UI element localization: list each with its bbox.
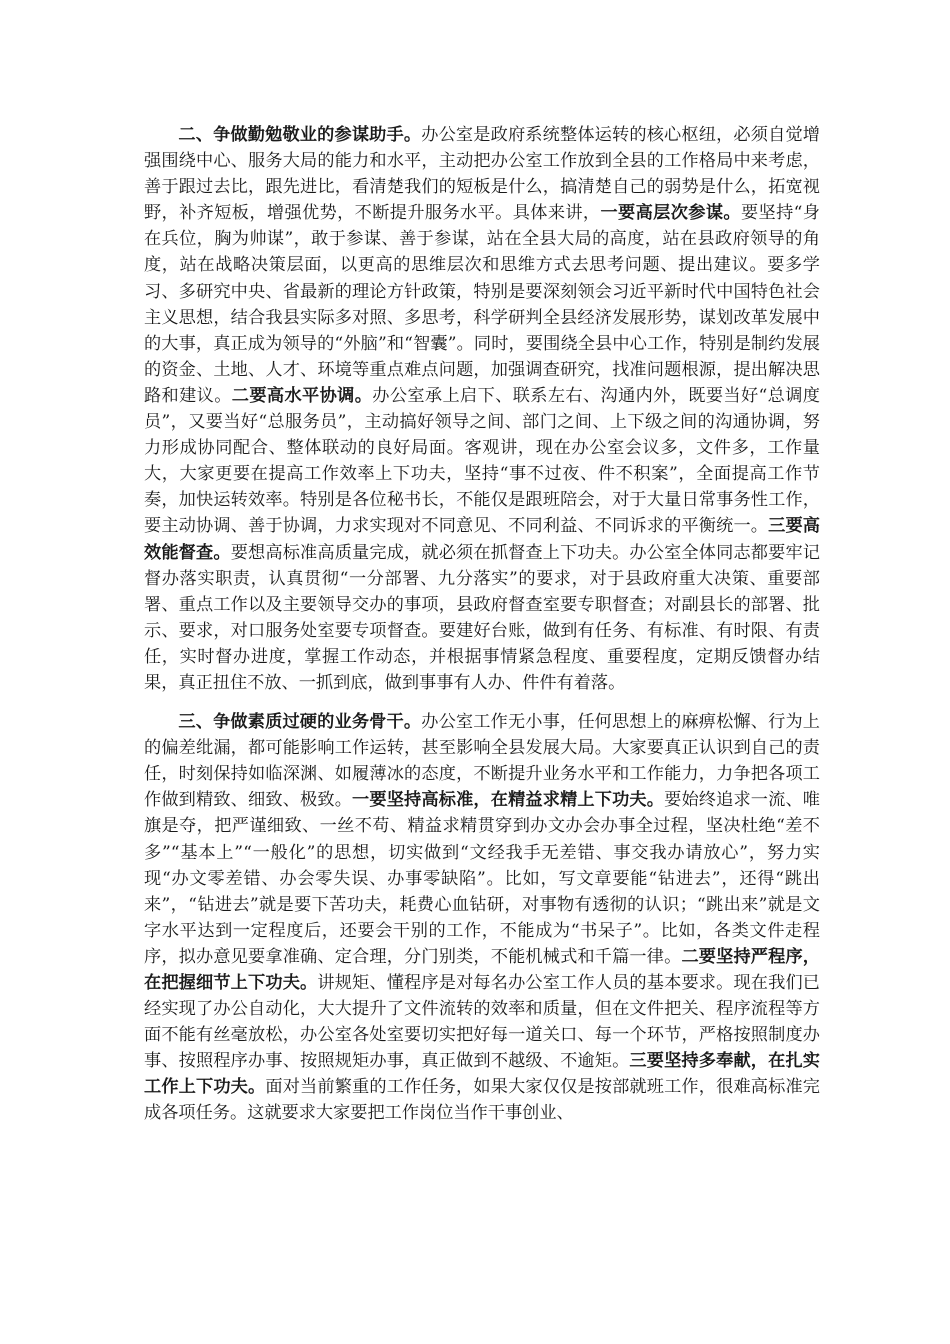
section-2-text-a: 办公室是政府系统整体运转的核心枢纽，必须自觉增强围绕中心、服务大局的能力和水平，主动把办公室工作放到全县的工作格局中来考虑，善于跟过去比，跟先进比，看清楚我们的短板是什么，搞清楚自己的弱势是什么，拓宽视野，补齐短板，增强优势，不断提升服务水平。具体来讲， (144, 125, 820, 224)
section-2-paragraph (144, 122, 820, 696)
section-3-point-3: 三要坚持多奉献，在扎实工作上下功夫。 (144, 1051, 820, 1098)
section-3-point-1: 一要坚持高标准，在精益求精上下功夫。 (352, 790, 665, 811)
section-3-paragraph (144, 709, 820, 1127)
section-3-heading: 三、争做素质过硬的业务骨干。 (178, 712, 422, 733)
section-3-text-c: 讲规矩、懂程序是对每名办公室工作人员的基本要求。现在我们已经实现了办公自动化，大大提升了文件流转的效率和质量，但在文件把关、程序流程等方面不能有丝毫放松，办公室各处室要切实把好每一道关口、每一个环节，严格按照制度办事、按照程序办事、按照规矩办事，真正做到不越级、不逾矩。 (144, 973, 820, 1072)
section-2-point-2: 二要高水平协调。 (231, 385, 373, 406)
section-3-point-2: 二要坚持严程序，在把握细节上下功夫。 (144, 946, 820, 993)
section-2-point-3: 三要高效能督查。 (144, 516, 820, 563)
section-3-text-b: 要始终追求一流、唯旗是夺，把严谨细致、一丝不苟、精益求精贯穿到办文办会办事全过程，坚决杜绝“差不多”“基本上”“一般化”的思想，切实做到“文经我手无差错、事交我办请放心”，努力实现“办文零差错、办会零失误、办事零缺陷”。比如，写文章要能“钻进去”，还得“跳出来”，“钻进去”就是要下苦功夫，耗费心血钻研，对事物有透彻的认识；“跳出来”就是文字水平达到一定程度后，还要会干别的工作，不能成为“书呆子”。比如，各类文件走程序，拟办意见要拿准确、定合理，分门别类，不能机械式和千篇一律。 (144, 790, 820, 967)
section-2-point-1: 一要高层次参谋。 (600, 203, 741, 224)
section-2-heading: 二、争做勤勉敬业的参谋助手。 (178, 125, 422, 145)
document-page (144, 122, 820, 1127)
section-2-text-d: 要想高标准高质量完成，就必须在抓督查上下功夫。办公室全体同志都要牢记督办落实职责，认真贯彻“一分部署、九分落实”的要求，对于县政府重大决策、重要部署、重点工作以及主要领导交办的事项，县政府督查室要专职督查；对副县长的部署、批示、要求，对口服务处室要专项督查。要建好台账，做到有任务、有标准、有时限、有责任，实时督办进度，掌握工作动态，并根据事情紧急程度、重要程度，定期反馈督办结果，真正扭住不放、一抓到底，做到事事有人办、件件有着落。 (144, 542, 820, 693)
section-2-text-b: 要坚持“身在兵位，胸为帅谋”，敢于参谋、善于参谋，站在全县大局的高度，站在县政府领导的角度，站在战略决策层面，以更高的思维层次和思维方式去思考问题、提出建议。要多学习、多研究中央、省最新的理论方针政策，特别是要深刻领会习近平新时代中国特色社会主义思想，结合我县实际多对照、多思考，科学研判全县经济发展形势，谋划改革发展中的大事，真正成为领导的“外脑”和“智囊”。同时，要围绕全县中心工作，特别是制约发展的资金、土地、人才、环境等重点难点问题，加强调查研究，找准问题根源，提出解决思路和建议。 (144, 203, 820, 406)
section-2-text-c: 办公室承上启下、联系左右、沟通内外，既要当好“总调度员”，又要当好“总服务员”，主动搞好领导之间、部门之间、上下级之间的沟通协调，努力形成协同配合、整体联动的良好局面。客观讲，现在办公室会议多，文件多，工作量大，大家更要在提高工作效率上下功夫，坚持“事不过夜、件不积案”，全面提高工作节奏，加快运转效率。特别是各位秘书长，不能仅是跟班陪会，对于大量日常事务性工作，要主动协调、善于协调，力求实现对不同意见、不同利益、不同诉求的平衡统一。 (144, 385, 820, 537)
section-3-text-d: 面对当前繁重的工作任务，如果大家仅仅是按部就班工作，很难高标准完成各项任务。这就要求大家要把工作岗位当作干事创业、 (144, 1077, 820, 1124)
section-3-text-a: 办公室工作无小事，任何思想上的麻痹松懈、行为上的偏差纰漏，都可能影响工作运转，甚至影响全县发展大局。大家要真正认识到自己的责任，时刻保持如临深渊、如履薄冰的态度，不断提升业务水平和工作能力，力争把各项工作做到精致、细致、极致。 (144, 712, 820, 811)
